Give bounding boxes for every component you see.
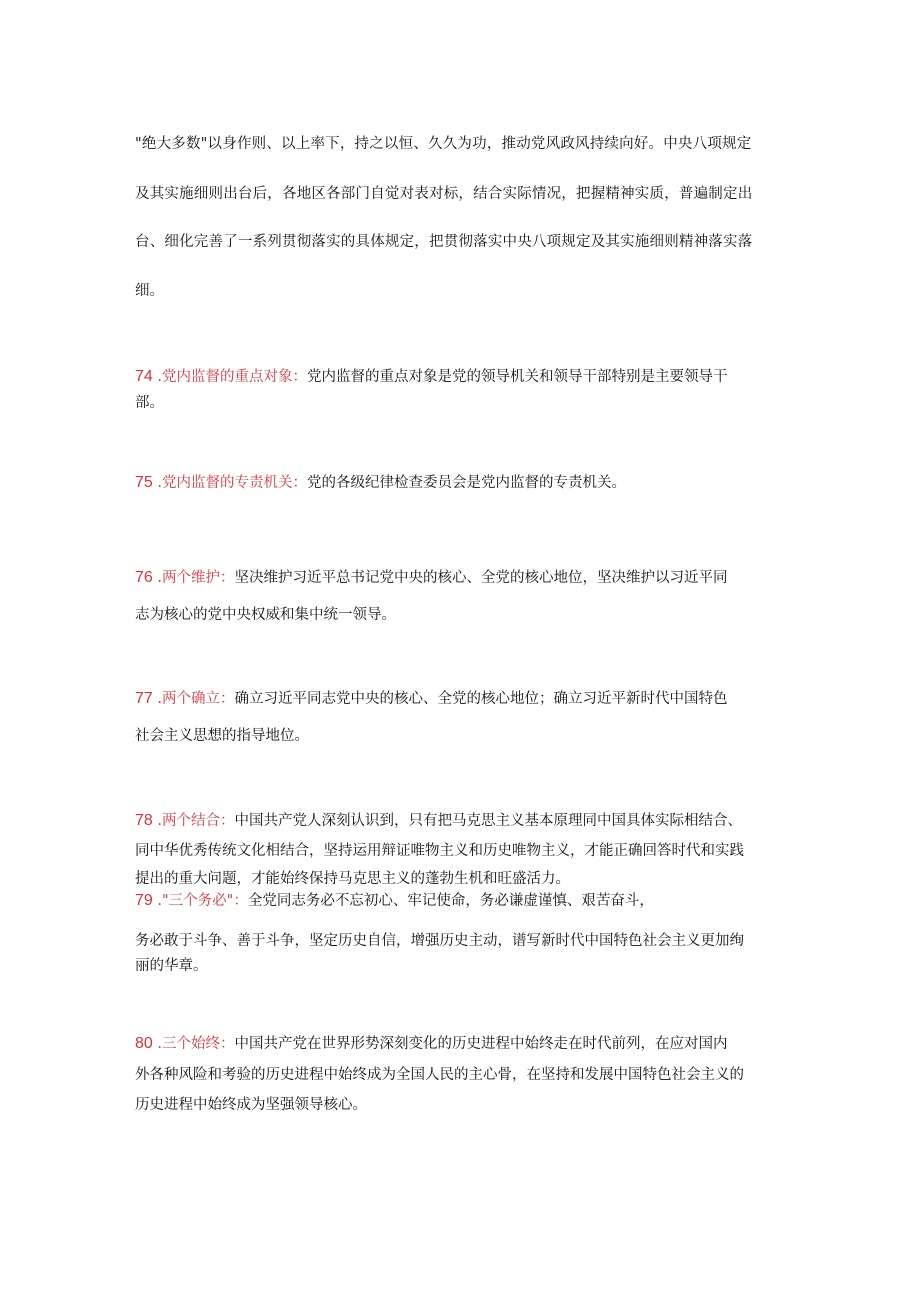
intro-line: 台、细化完善了一系列贯彻落实的具体规定，把贯彻落实中央八项规定及其实施细则精神落实落 — [135, 234, 753, 250]
list-item-79 — [135, 891, 654, 911]
item-text: 坚决维护习近平总书记党中央的核心、全党的核心地位，坚决维护以习近平同 — [234, 570, 728, 586]
item-continuation: 同中华优秀传统文化相结合，坚持运用辩证唯物主义和历史唯物主义，才能正确回答时代和实践 — [135, 843, 744, 859]
list-item-76 — [135, 568, 728, 588]
item-term: .三个始终： — [157, 1036, 235, 1052]
item-continuation: 外各种风险和考验的历史进程中始终成为全国人民的主心骨，在坚持和发展中国特色社会主义的 — [135, 1067, 744, 1083]
item-text: 中国共产党在世界形势深刻变化的历史进程中始终走在时代前列，在应对国内 — [234, 1036, 728, 1052]
intro-line: "绝大多数"以身作则、以上率下，持之以恒、久久为功，推动党风政风持续向好。中央八项规定 — [135, 136, 752, 152]
item-number: 76 — [135, 569, 153, 586]
intro-line: 细。 — [135, 283, 164, 299]
item-term: .两个维护： — [157, 570, 235, 586]
intro-line: 及其实施细则出台后，各地区各部门自觉对表对标，结合实际情况，把握精神实质，普遍制定出 — [135, 186, 753, 202]
item-text: 党内监督的重点对象是党的领导机关和领导干部特别是主要领导干 — [307, 369, 728, 385]
item-continuation: 部。 — [135, 395, 164, 411]
item-continuation: 志为核心的党中央权威和集中统一领导。 — [135, 607, 396, 623]
item-text: 党的各级纪律检查委员会是党内监督的专责机关。 — [307, 475, 627, 491]
item-continuation: 提出的重大问题，才能始终保持马克思主义的蓬勃生机和旺盛活力。 — [135, 871, 570, 887]
list-item-77 — [135, 689, 728, 709]
list-item-74 — [135, 367, 728, 387]
item-number: 79 — [135, 892, 153, 909]
item-number: 80 — [135, 1035, 153, 1052]
item-term: .两个确立： — [157, 691, 235, 707]
item-term: .党内监督的专责机关： — [157, 475, 308, 491]
item-continuation: 历史进程中始终成为坚强领导核心。 — [135, 1097, 367, 1113]
item-term: .党内监督的重点对象： — [157, 369, 308, 385]
list-item-78 — [135, 811, 742, 831]
item-continuation: 丽的华章。 — [135, 958, 208, 974]
item-continuation: 务必敢于斗争、善于斗争，坚定历史自信，增强历史主动，谱写新时代中国特色社会主义更加绚 — [135, 933, 744, 949]
list-item-80 — [135, 1034, 728, 1054]
item-text: 确立习近平同志党中央的核心、全党的核心地位；确立习近平新时代中国特色 — [234, 691, 728, 707]
item-number: 74 — [135, 368, 153, 385]
list-item-75 — [135, 473, 626, 493]
item-number: 78 — [135, 812, 153, 829]
item-text: 中国共产党人深刻认识到，只有把马克思主义基本原理同中国具体实际相结合、 — [234, 813, 743, 829]
item-term: ."三个务必"： — [157, 893, 248, 909]
item-text: 全党同志务必不忘初心、牢记使命，务必谦虚谨慎、艰苦奋斗， — [247, 893, 654, 909]
item-number: 75 — [135, 474, 153, 491]
item-term: .两个结合： — [157, 813, 235, 829]
item-number: 77 — [135, 690, 153, 707]
item-continuation: 社会主义思想的指导地位。 — [135, 728, 309, 744]
